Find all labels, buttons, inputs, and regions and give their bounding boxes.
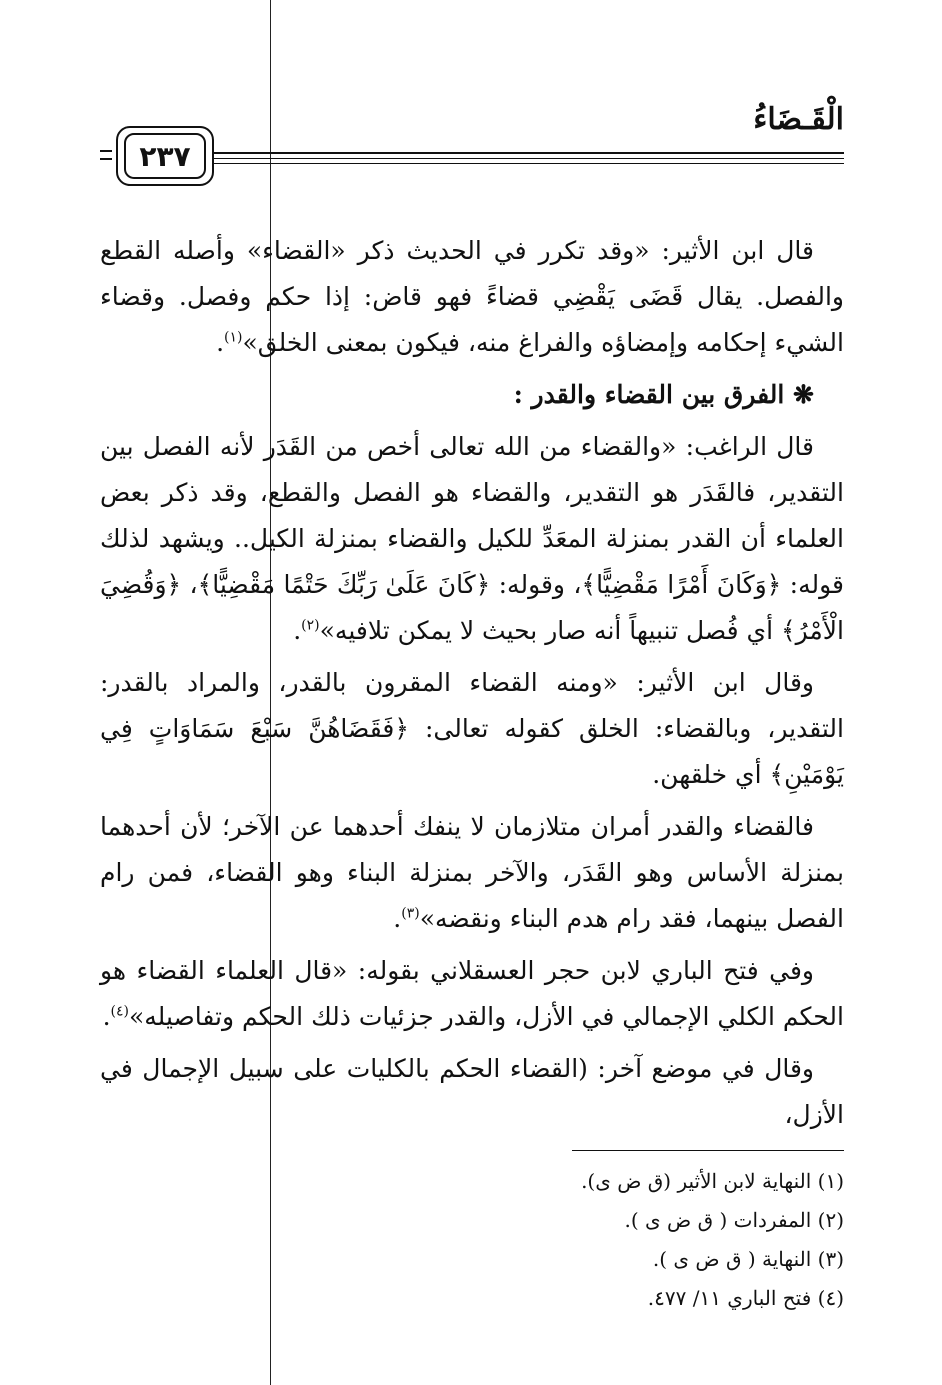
footnote-ref: (١) [224, 329, 243, 346]
section-heading: ❋ الفرق بين القضاء والقدر : [513, 380, 814, 409]
paragraph: وفي فتح الباري لابن حجر العسقلاني بقوله: «قال العلماء القضاء هو الحكم الكلي الإجمالي في الأزل، والقدر جزئيات ذلك الحكم وتفاصيله»$^{(٤)}$. [100, 956, 844, 1031]
heading-marker-icon: ❋ [793, 380, 814, 409]
footnote: (٣) النهاية ( ق ض ى ). [652, 1247, 844, 1271]
footnote-separator [572, 1150, 844, 1151]
paragraph: قال الراغب: «والقضاء من الله تعالى أخص من القَدَر لأنه الفصل بين التقدير، فالقَدَر هو التقدير، والقضاء هو الفصل والقطع، وقد ذكر بعض العلماء أن القدر بمنزلة المعَدِّ للكيل والقضاء بمنزلة الكيل.. ويشهد لذلك قوله: ﴿وَكَانَ أَمْرًا مَقْضِيًّا﴾، وقوله: ﴿كَانَ عَلَىٰ رَبِّكَ حَتْمًا مَقْضِيًّا﴾، ﴿وَقُضِيَ الْأَمْرُ﴾ أي فُصل تنبيهاً أنه صار بحيث لا يمكن تلافيه»$^{(٢)}$. [100, 432, 844, 645]
paragraph: فالقضاء والقدر أمران متلازمان لا ينفك أحدهما عن الآخر؛ لأن أحدهما بمنزلة الأساس وهو القَدَر، والآخر بمنزلة البناء وهو القضاء، فمن رام الفصل بينهما، فقد رام هدم البناء ونقضه»$^{(٣)}$. [100, 812, 844, 933]
header-rule [212, 152, 844, 154]
footnote-ref: (٣) [401, 905, 420, 922]
footnote: (٢) المفردات ( ق ض ى ). [624, 1208, 844, 1232]
header-ornament [100, 150, 112, 164]
page-number-frame [116, 126, 214, 186]
footnote: (١) النهاية لابن الأثير (ق ض ى). [581, 1169, 844, 1193]
footnote-ref: (٢) [301, 617, 320, 634]
main-text [100, 228, 844, 1144]
footnote-ref: (٤) [110, 1003, 129, 1020]
running-title: الْقَـضَاءُ [753, 102, 844, 137]
page-number: ٢٣٧ [124, 133, 206, 179]
header-rule [212, 158, 844, 159]
footnotes [400, 1162, 844, 1318]
paragraph: وقال ابن الأثير: «ومنه القضاء المقرون بالقدر، والمراد بالقدر: التقدير، وبالقضاء: الخلق كقوله تعالى: ﴿فَقَضَاهُنَّ سَبْعَ سَمَاوَاتٍ فِي يَوْمَيْنِ﴾ أي خلقهن. [100, 668, 844, 789]
footnote: (٤) فتح الباري ١١/ ٤٧٧. [647, 1286, 844, 1310]
header-rule [212, 163, 844, 164]
paragraph: قال ابن الأثير: «وقد تكرر في الحديث ذكر «القضاء» وأصله القطع والفصل. يقال قَضَى يَقْضِي قضاءً فهو قاض: إذا حكم وفصل. وقضاء الشيء إحكامه وإمضاؤه والفراغ منه، فيكون بمعنى الخلق»$^{(١)}$. [100, 236, 844, 357]
page-header [100, 100, 844, 190]
paragraph: وقال في موضع آخر: (القضاء الحكم بالكليات على سبيل الإجمال في الأزل، [100, 1054, 844, 1129]
